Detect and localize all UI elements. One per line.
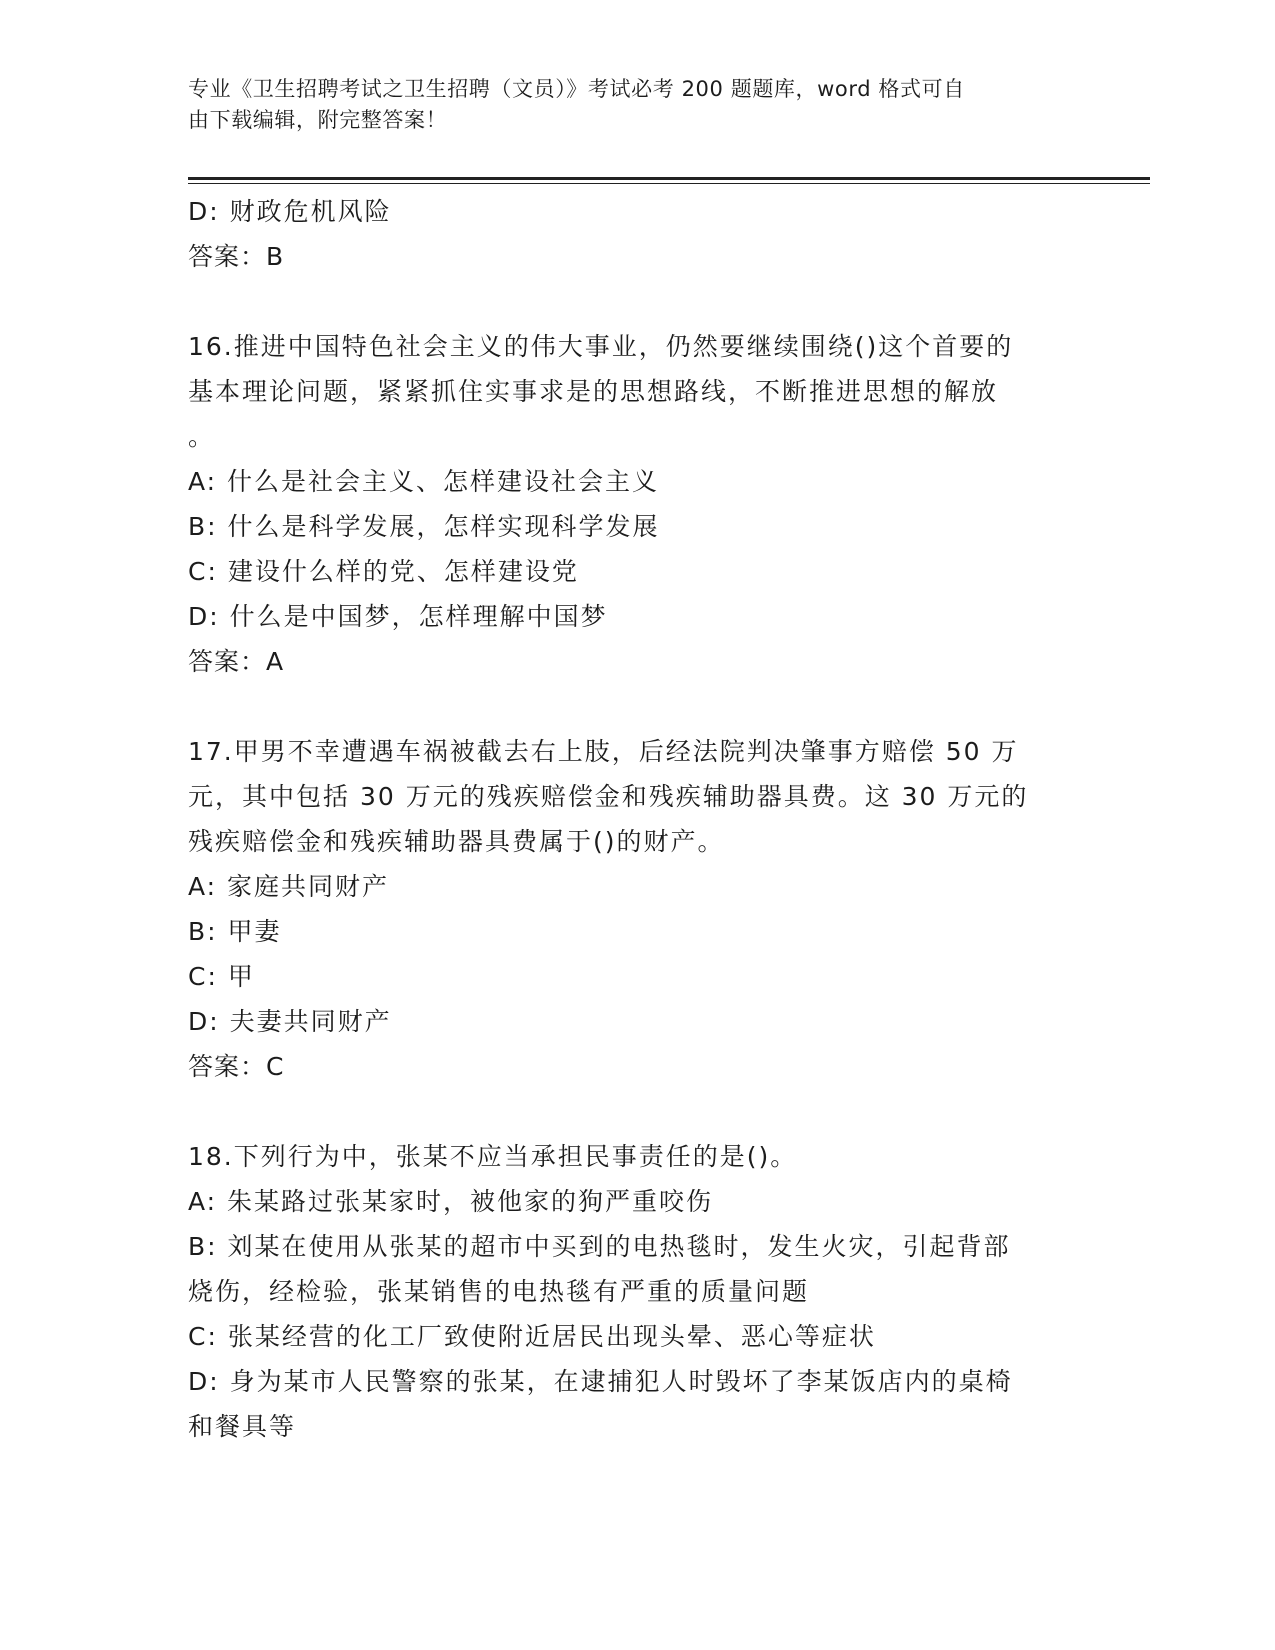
option-c: C: 甲 [188, 962, 255, 991]
option-d: D: 夫妻共同财产 [188, 1007, 392, 1036]
question-text-line: 基本理论问题，紧紧抓住实事求是的思想路线，不断推进思想的解放 [188, 377, 999, 406]
question-text-line: 17.甲男不幸遭遇车祸被截去右上肢，后经法院判决肇事方赔偿 50 万 [188, 737, 1019, 766]
header-line-1: 专业《卫生招聘考试之卫生招聘（文员）》考试必考 200 题题库，word 格式可自 [188, 77, 965, 101]
option-a: A: 朱某路过张某家时，被他家的狗严重咬伤 [188, 1187, 714, 1216]
document-body [188, 189, 1088, 1449]
question-text-line: 。 [188, 422, 216, 451]
option-c: C: 建设什么样的党、怎样建设党 [188, 557, 579, 586]
answer-line: 答案：A [188, 647, 285, 676]
header-line-2: 由下载编辑，附完整答案！ [188, 108, 448, 132]
option-d: D: 财政危机风险 [188, 197, 392, 226]
header-rule-thick [188, 177, 1150, 180]
header-rule-thin [188, 183, 1150, 184]
answer-line: 答案：B [188, 242, 285, 271]
option-a: A: 什么是社会主义、怎样建设社会主义 [188, 467, 660, 496]
question-17 [188, 729, 1088, 1089]
question-18 [188, 1134, 1088, 1449]
question-text-line: 16.推进中国特色社会主义的伟大事业，仍然要继续围绕()这个首要的 [188, 332, 1014, 361]
option-a: A: 家庭共同财产 [188, 872, 390, 901]
option-d: D: 身为某市人民警察的张某，在逮捕犯人时毁坏了李某饭店内的桌椅 [188, 1367, 1013, 1396]
option-b: B: 甲妻 [188, 917, 282, 946]
document-header [188, 74, 1088, 136]
question-text-line: 元，其中包括 30 万元的残疾赔偿金和残疾辅助器具费。这 30 万元的 [188, 782, 1029, 811]
option-b: B: 什么是科学发展，怎样实现科学发展 [188, 512, 660, 541]
option-b-continued: 烧伤，经检验，张某销售的电热毯有严重的质量问题 [188, 1277, 810, 1306]
question-16 [188, 324, 1088, 684]
option-d-continued: 和餐具等 [188, 1412, 297, 1441]
question-text-line: 残疾赔偿金和残疾辅助器具费属于()的财产。 [188, 827, 725, 856]
option-d: D: 什么是中国梦，怎样理解中国梦 [188, 602, 608, 631]
option-c: C: 张某经营的化工厂致使附近居民出现头晕、恶心等症状 [188, 1322, 876, 1351]
option-b: B: 刘某在使用从张某的超市中买到的电热毯时，发生火灾，引起背部 [188, 1232, 1011, 1261]
question-text-line: 18.下列行为中，张某不应当承担民事责任的是()。 [188, 1142, 798, 1171]
answer-line: 答案：C [188, 1052, 285, 1081]
